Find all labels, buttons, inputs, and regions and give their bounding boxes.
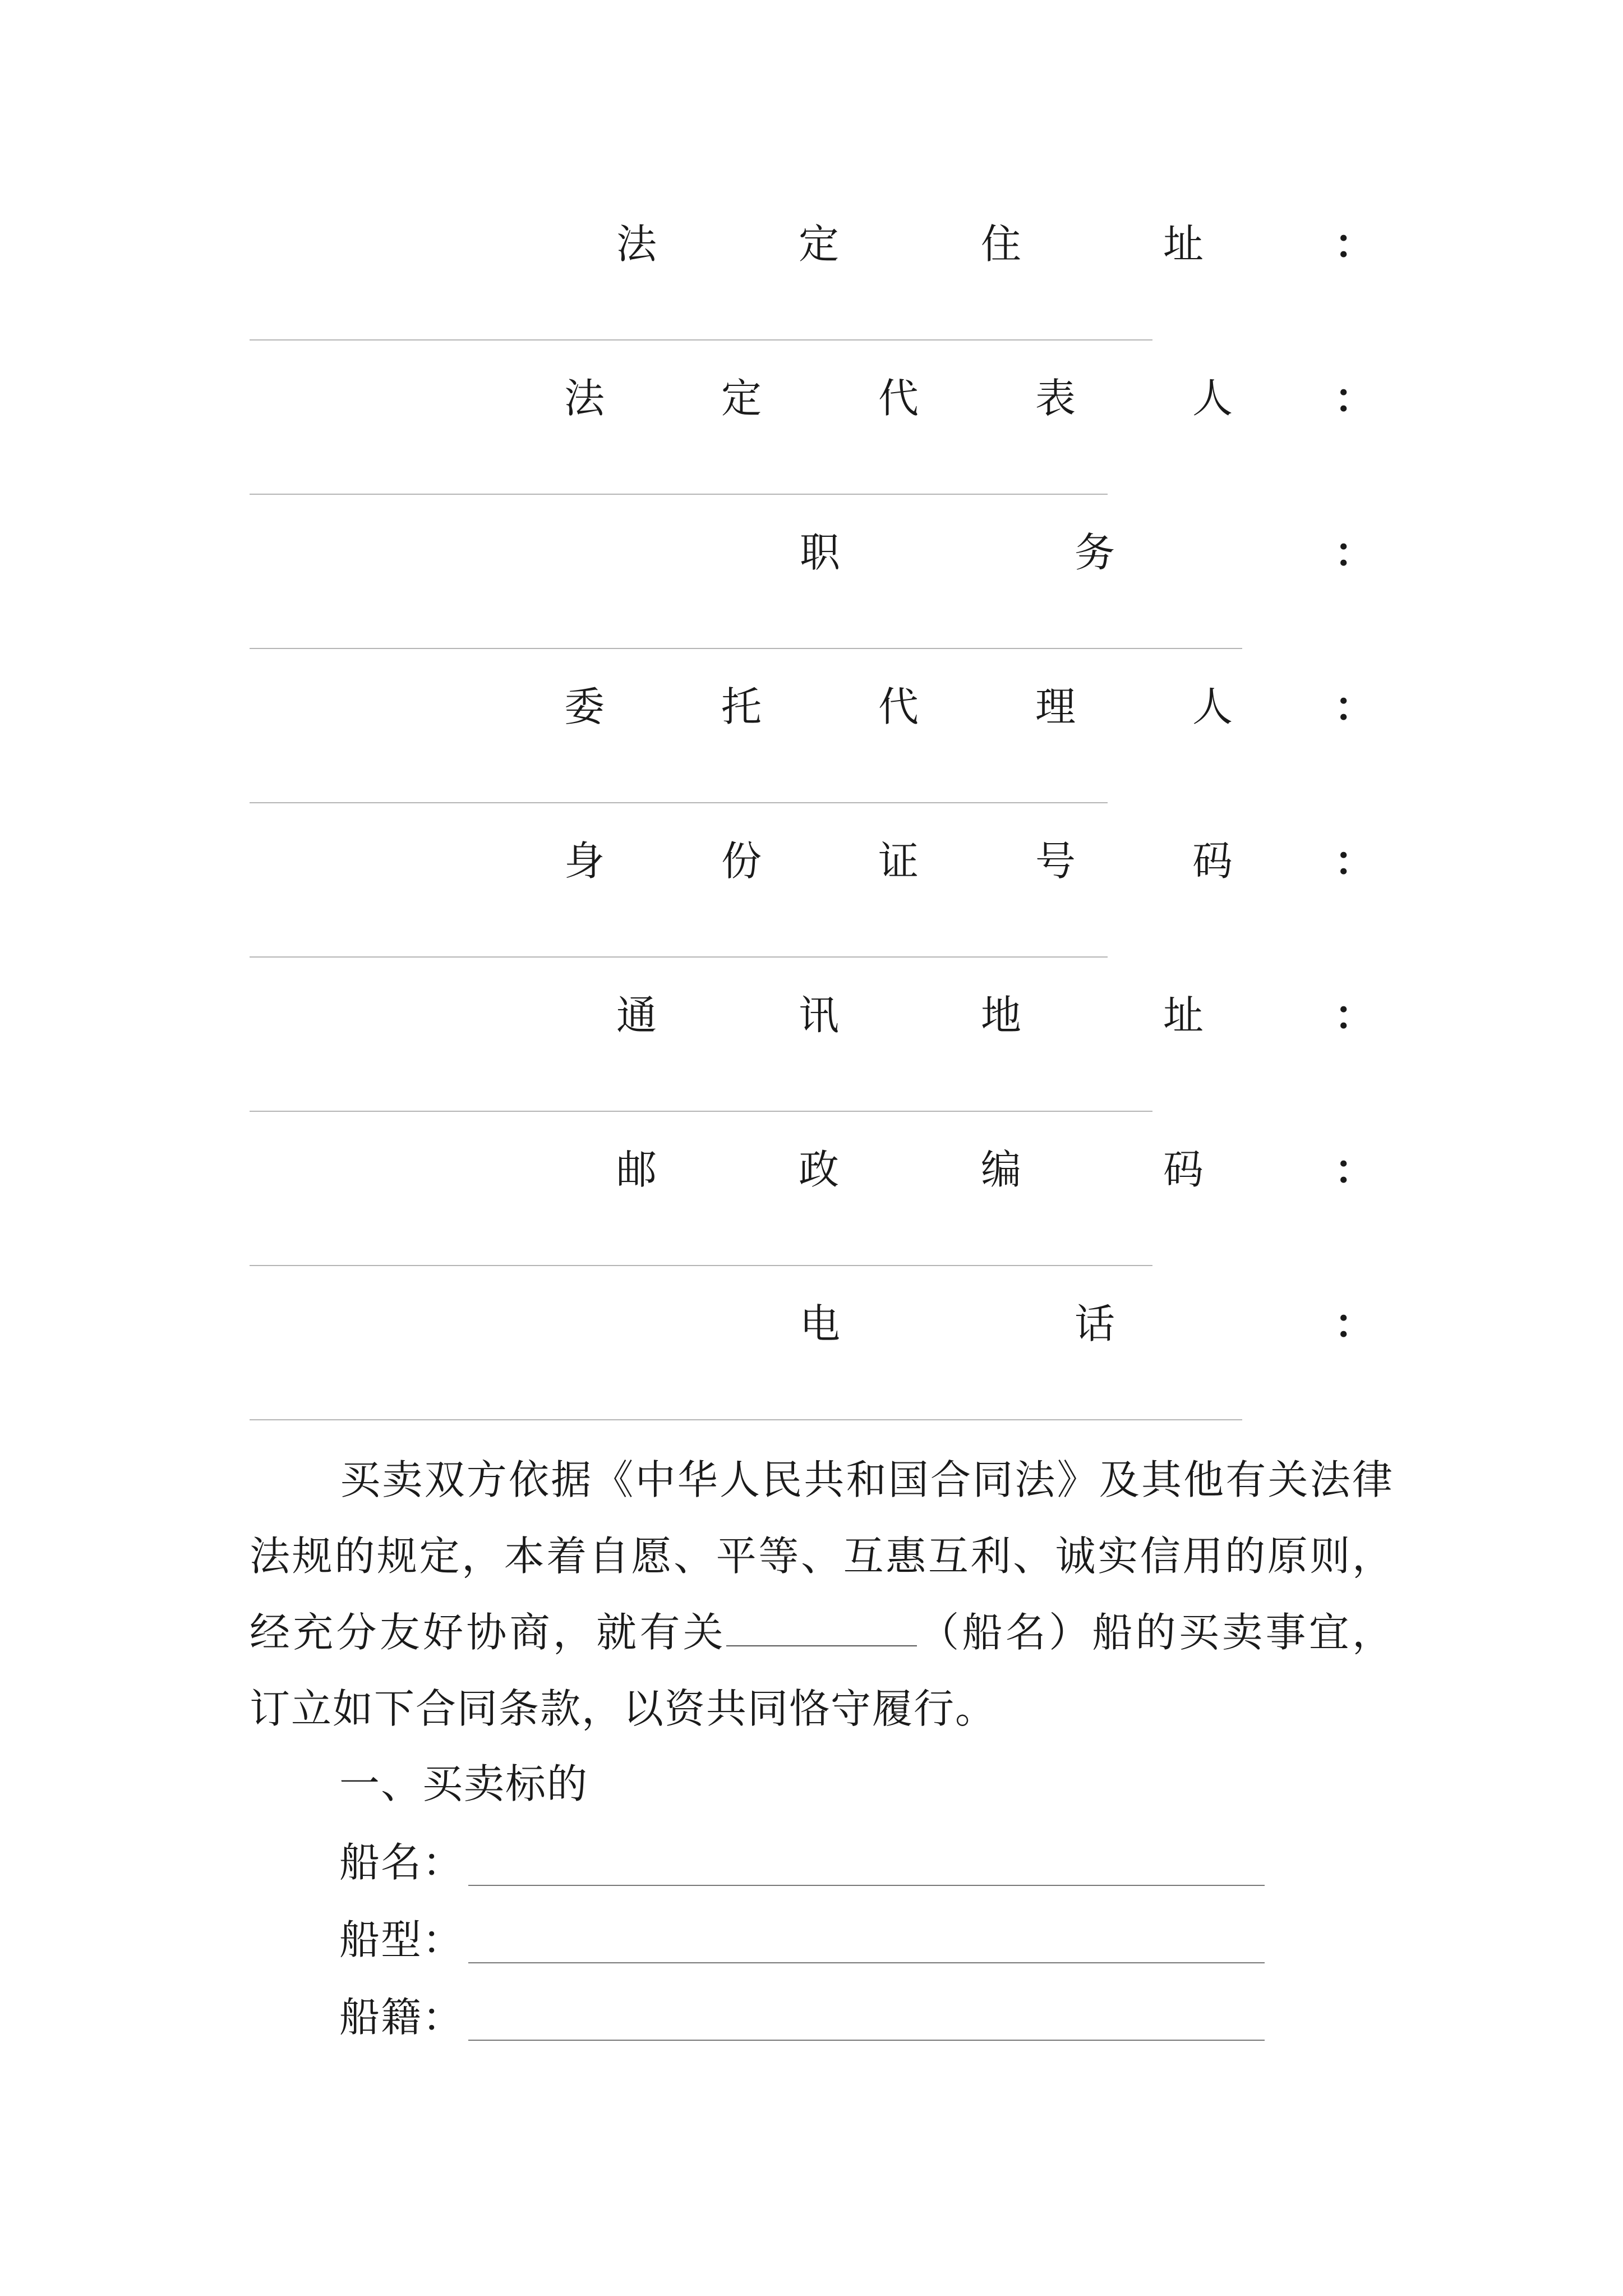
field-colon: ： xyxy=(1334,991,1375,1039)
contract-preamble xyxy=(250,1442,1394,1747)
ship-type-label: 船型： xyxy=(339,1916,464,1963)
field-char: 法 xyxy=(616,220,657,268)
field-char: 地 xyxy=(980,992,1022,1039)
field-char: 证 xyxy=(878,838,919,885)
field-char: 住 xyxy=(980,220,1022,268)
field-char: 人 xyxy=(1192,375,1233,422)
field-char: 址 xyxy=(1163,220,1204,268)
field-id-number xyxy=(550,833,1375,889)
field-blank-line[interactable] xyxy=(250,1111,1152,1112)
field-char: 职 xyxy=(799,529,841,576)
field-colon: ： xyxy=(1334,837,1375,885)
field-char: 委 xyxy=(564,683,605,730)
field-char: 址 xyxy=(1163,992,1204,1039)
field-char: 表 xyxy=(1035,375,1076,422)
field-colon: ： xyxy=(1334,1300,1375,1347)
field-char: 通 xyxy=(616,992,657,1039)
section-heading: 一、买卖标的 xyxy=(339,1760,589,1807)
field-char: 码 xyxy=(1192,838,1233,885)
field-legal-representative xyxy=(550,370,1375,426)
field-char: 编 xyxy=(980,1146,1022,1193)
field-char: 法 xyxy=(564,375,605,422)
field-legal-address xyxy=(606,216,1375,272)
field-char: 定 xyxy=(798,220,840,268)
field-postal-code xyxy=(606,1142,1375,1198)
field-char: 号 xyxy=(1035,838,1076,885)
field-mailing-address xyxy=(606,987,1375,1043)
field-colon: ： xyxy=(1334,220,1375,268)
field-colon: ： xyxy=(1334,374,1375,422)
ship-registry-field[interactable] xyxy=(468,2040,1265,2041)
field-char: 份 xyxy=(721,838,762,885)
field-char: 电 xyxy=(799,1300,841,1347)
field-char: 托 xyxy=(721,683,762,730)
field-char: 话 xyxy=(1074,1300,1115,1347)
field-char: 人 xyxy=(1192,683,1233,730)
field-colon: ： xyxy=(1334,1145,1375,1193)
field-blank-line[interactable] xyxy=(250,956,1108,958)
ship-type-field[interactable] xyxy=(468,1962,1265,1963)
ship-name-label: 船名： xyxy=(339,1839,464,1886)
field-blank-line[interactable] xyxy=(250,648,1242,649)
field-telephone xyxy=(774,1296,1375,1352)
ship-name-blank[interactable] xyxy=(726,1609,917,1646)
ship-registry-label: 船籍： xyxy=(339,1994,464,2041)
field-char: 讯 xyxy=(798,992,840,1039)
ship-name-field[interactable] xyxy=(468,1885,1265,1886)
field-position xyxy=(774,524,1375,581)
preamble-text: 买卖双方依据《中华人民共和国合同法》及其他有关法律法规的规定，本着自愿、平等、互惠互利、诚实信用的原则，经充分友好协商，就有关 xyxy=(250,1456,1394,1656)
field-char: 定 xyxy=(721,375,762,422)
field-char: 邮 xyxy=(616,1146,657,1193)
field-authorized-agent xyxy=(550,679,1375,735)
field-char: 代 xyxy=(878,375,919,422)
field-char: 码 xyxy=(1163,1146,1204,1193)
preamble-text-continued: （船名）船的买卖事宜，订立如下合同条款，以资共同恪守履行。 xyxy=(250,1609,1394,1732)
field-colon: ： xyxy=(1334,528,1375,576)
field-blank-line[interactable] xyxy=(250,802,1108,803)
field-char: 身 xyxy=(564,838,605,885)
field-colon: ： xyxy=(1334,683,1375,730)
field-char: 务 xyxy=(1074,529,1115,576)
field-char: 理 xyxy=(1035,683,1076,730)
field-blank-line[interactable] xyxy=(250,494,1108,495)
field-blank-line[interactable] xyxy=(250,1419,1242,1420)
field-blank-line[interactable] xyxy=(250,1265,1152,1266)
field-blank-line[interactable] xyxy=(250,339,1152,341)
field-char: 代 xyxy=(878,683,919,730)
field-char: 政 xyxy=(798,1146,840,1193)
